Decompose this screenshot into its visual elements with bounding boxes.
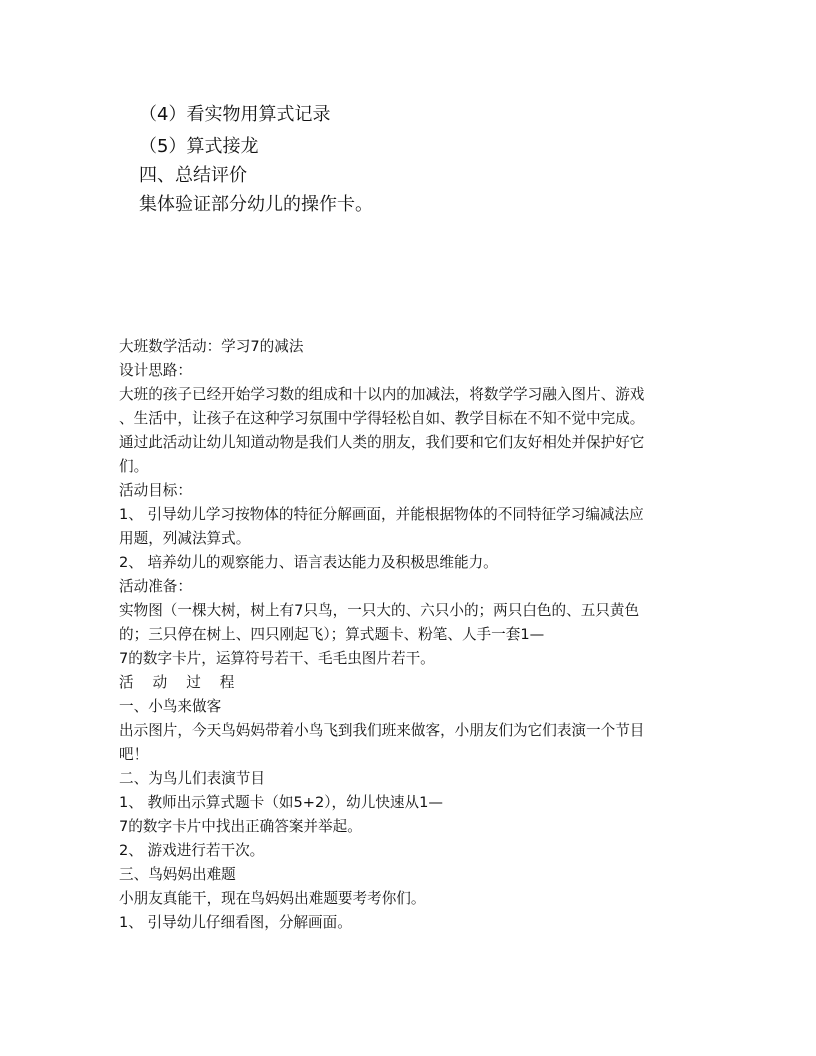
goals-line: 用题，列减法算式。: [119, 530, 251, 547]
goals-line: 2、 培养幼儿的观察能力、语言表达能力及积极思维能力。: [119, 554, 498, 571]
goals-line: 1、 引导幼儿学习按物体的特征分解画面，并能根据物体的不同特征学习编减法应: [119, 506, 644, 523]
design-line: 大班的孩子已经开始学习数的组成和十以内的加减法，将数学学习融入图片、游戏: [119, 386, 645, 403]
part-3-line: 小朋友真能干，现在鸟妈妈出难题要考考你们。: [119, 890, 426, 907]
part-2-heading: 二、为鸟儿们表演节目: [119, 770, 265, 787]
section-4-heading: 四、总结评价: [139, 165, 247, 186]
design-heading: 设计思路：: [119, 362, 192, 379]
design-line: 、生活中，让孩子在这种学习氛围中学得轻松自如、教学目标在不知不觉中完成。: [119, 410, 645, 427]
part-1-line: 吧！: [119, 746, 149, 763]
part-2-line: 1、 教师出示算式题卡（如5+2），幼儿快速从1—: [119, 794, 443, 811]
goals-heading: 活动目标：: [119, 482, 192, 499]
summary-text: 集体验证部分幼儿的操作卡。: [139, 194, 373, 215]
part-1-line: 出示图片，今天鸟妈妈带着小鸟飞到我们班来做客，小朋友们为它们表演一个节目: [119, 722, 645, 739]
step-5-text: （5）算式接龙: [139, 136, 259, 157]
process-heading: 活动过程: [119, 674, 254, 691]
prep-line: 实物图（一棵大树，树上有7只鸟，一只大的、六只小的；两只白色的、五只黄色: [119, 602, 640, 619]
prep-line: 7的数字卡片，运算符号若干、毛毛虫图片若干。: [119, 650, 435, 667]
prep-line: 的；三只停在树上、四只刚起飞）；算式题卡、粉笔、人手一套1—: [119, 626, 545, 643]
part-3-heading: 三、鸟妈妈出难题: [119, 866, 236, 883]
design-line: 们。: [119, 458, 149, 475]
part-3-line: 1、 引导幼儿仔细看图，分解画面。: [119, 914, 352, 931]
part-2-line: 2、 游戏进行若干次。: [119, 842, 265, 859]
part-2-line: 7的数字卡片中找出正确答案并举起。: [119, 818, 362, 835]
design-line: 通过此活动让幼儿知道动物是我们人类的朋友，我们要和它们友好相处并保护好它: [119, 434, 645, 451]
part-1-heading: 一、小鸟来做客: [119, 698, 222, 715]
prep-heading: 活动准备：: [119, 578, 192, 595]
lesson-title: 大班数学活动：学习7的减法: [119, 338, 304, 355]
step-4-text: （4）看实物用算式记录: [139, 104, 331, 125]
